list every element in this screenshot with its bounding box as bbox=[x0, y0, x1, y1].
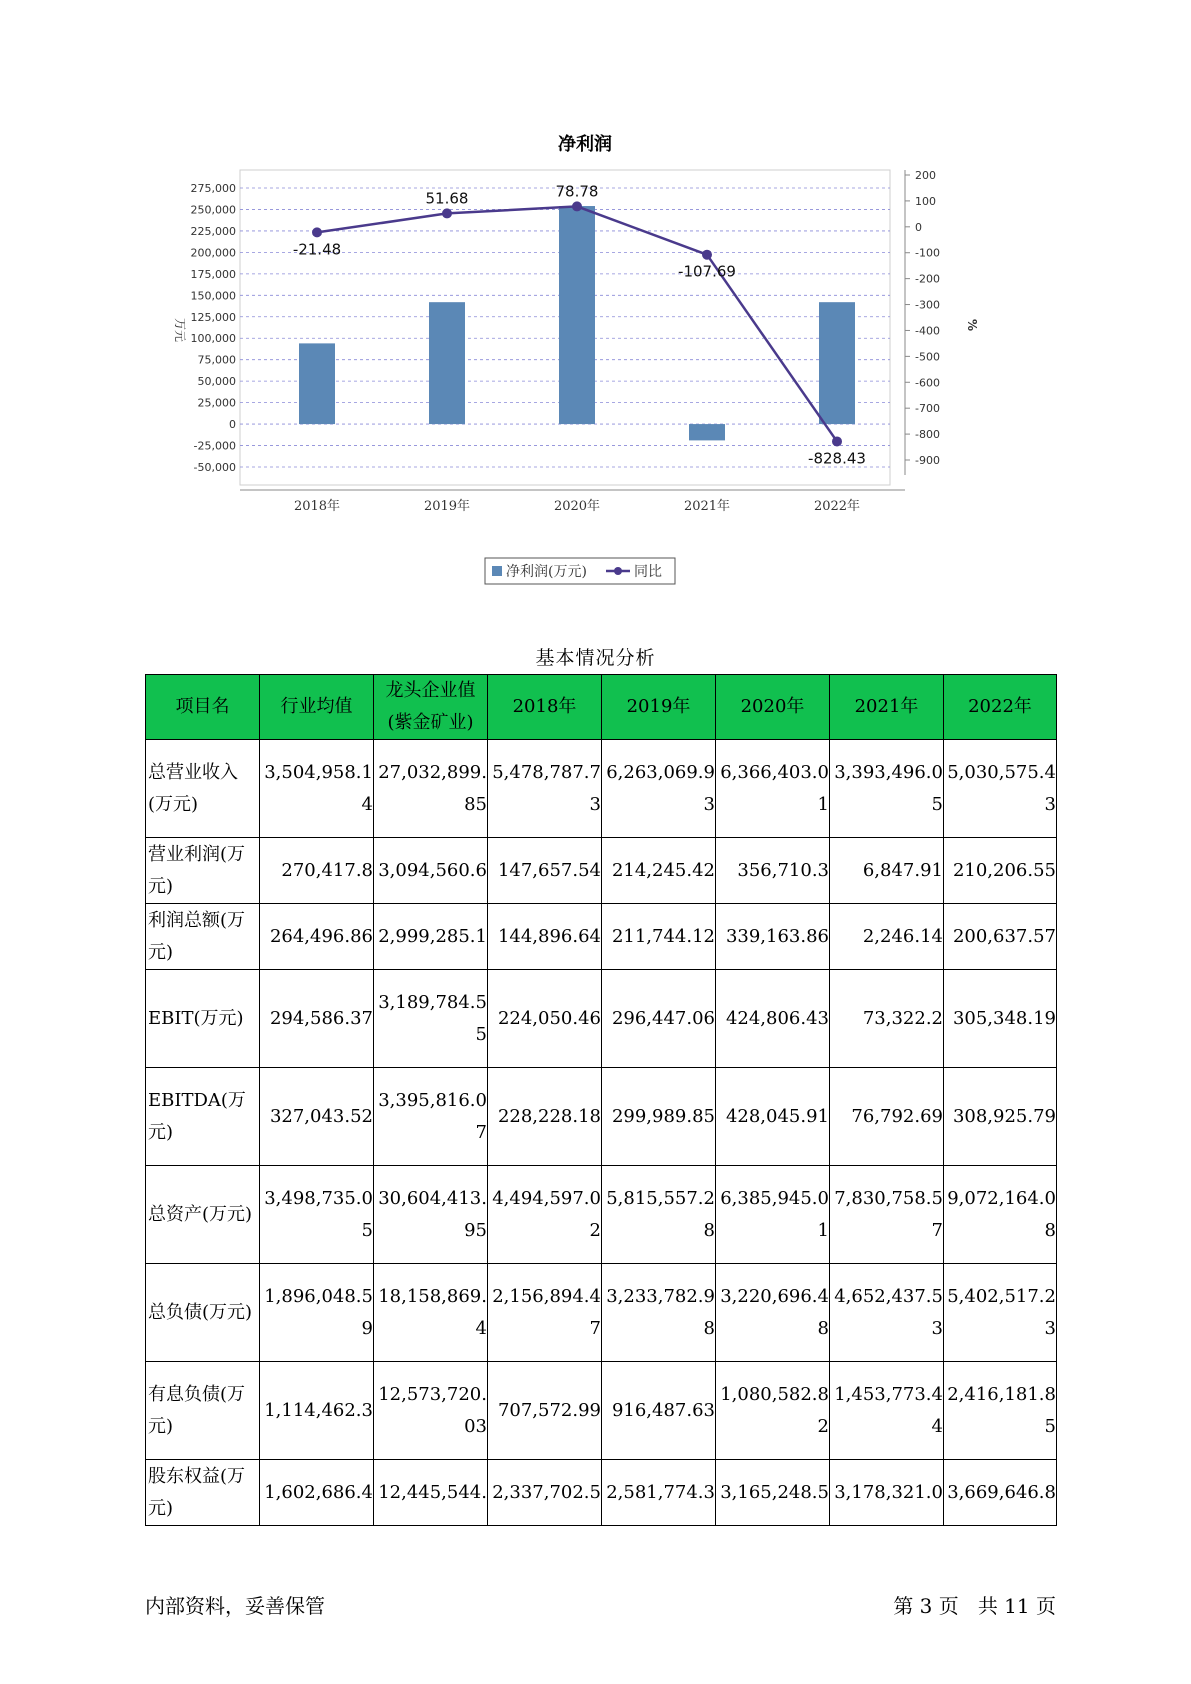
cell-value: 5,815,557.28 bbox=[602, 1166, 716, 1264]
table-row bbox=[146, 838, 1057, 904]
cell-value: 270,417.8 bbox=[260, 838, 374, 904]
row-label: EBITDA(万元) bbox=[146, 1068, 260, 1166]
cell-value: 1,080,582.82 bbox=[716, 1362, 830, 1460]
y2-tick-label: -600 bbox=[915, 376, 940, 390]
row-label: 股东权益(万元) bbox=[146, 1460, 260, 1526]
header-leader-value: 龙头企业值(紫金矿业) bbox=[374, 675, 488, 740]
row-label: 有息负债(万元) bbox=[146, 1362, 260, 1460]
cell-value: 5,030,575.43 bbox=[944, 740, 1057, 838]
table-row bbox=[146, 970, 1057, 1068]
y-tick-label: 100,000 bbox=[190, 332, 236, 346]
y-axis-title: 万元 bbox=[173, 317, 187, 343]
row-label: 利润总额(万元) bbox=[146, 904, 260, 970]
header-2021: 2021年 bbox=[830, 675, 944, 740]
cell-value: 296,447.06 bbox=[602, 970, 716, 1068]
y-tick-label: 50,000 bbox=[197, 375, 236, 389]
cell-value: 305,348.19 bbox=[944, 970, 1057, 1068]
cell-value: 147,657.54 bbox=[488, 838, 602, 904]
cell-value: 428,045.91 bbox=[716, 1068, 830, 1166]
y-tick-label: 25,000 bbox=[197, 396, 236, 410]
cell-value: 3,178,321.0 bbox=[830, 1460, 944, 1526]
y-tick-label: 275,000 bbox=[190, 182, 236, 195]
table-row bbox=[146, 1362, 1057, 1460]
table-row bbox=[146, 1460, 1057, 1526]
row-label: 总营业收入(万元) bbox=[146, 740, 260, 838]
cell-value: 6,385,945.01 bbox=[716, 1166, 830, 1264]
x-tick-label: 2020年 bbox=[553, 499, 601, 514]
y-tick-label: 0 bbox=[229, 418, 236, 432]
cell-value: 356,710.3 bbox=[716, 838, 830, 904]
header-industry-avg: 行业均值 bbox=[260, 675, 374, 740]
y-tick-label: 150,000 bbox=[190, 289, 236, 303]
cell-value: 294,586.37 bbox=[260, 970, 374, 1068]
y2-tick-label: -400 bbox=[915, 324, 940, 338]
cell-value: 2,581,774.3 bbox=[602, 1460, 716, 1526]
table-row bbox=[146, 740, 1057, 838]
cell-value: 3,233,782.98 bbox=[602, 1264, 716, 1362]
cell-value: 3,165,248.5 bbox=[716, 1460, 830, 1526]
cell-value: 200,637.57 bbox=[944, 904, 1057, 970]
chart-title: 净利润 bbox=[558, 134, 612, 155]
cell-value: 144,896.64 bbox=[488, 904, 602, 970]
cell-value: 18,158,869.4 bbox=[374, 1264, 488, 1362]
bar bbox=[429, 302, 465, 424]
cell-value: 3,669,646.8 bbox=[944, 1460, 1057, 1526]
cell-value: 27,032,899.85 bbox=[374, 740, 488, 838]
yoy-data-label: 51.68 bbox=[425, 189, 469, 208]
cell-value: 3,393,496.05 bbox=[830, 740, 944, 838]
y-tick-label: 75,000 bbox=[197, 353, 236, 367]
footer-confidential-note: 内部资料，妥善保管 bbox=[145, 1594, 325, 1618]
y2-tick-label: -800 bbox=[915, 428, 940, 442]
footer-page-number: 第 3 页 共 11 页 bbox=[893, 1594, 1056, 1618]
bar bbox=[559, 206, 595, 424]
legend-line-label: 同比 bbox=[634, 564, 662, 580]
y-tick-label: 200,000 bbox=[190, 246, 236, 260]
cell-value: 5,478,787.73 bbox=[488, 740, 602, 838]
yoy-point bbox=[572, 201, 582, 211]
table-row bbox=[146, 904, 1057, 970]
cell-value: 228,228.18 bbox=[488, 1068, 602, 1166]
yoy-point bbox=[702, 250, 712, 260]
cell-value: 2,337,702.5 bbox=[488, 1460, 602, 1526]
y2-tick-label: -300 bbox=[915, 298, 940, 312]
cell-value: 6,366,403.01 bbox=[716, 740, 830, 838]
legend-bar-swatch bbox=[492, 566, 502, 576]
yoy-data-label: -107.69 bbox=[678, 262, 736, 281]
y2-tick-label: -200 bbox=[915, 272, 940, 286]
x-tick-label: 2021年 bbox=[683, 499, 731, 514]
net-profit-chart bbox=[160, 130, 990, 600]
cell-value: 3,504,958.14 bbox=[260, 740, 374, 838]
cell-value: 1,453,773.44 bbox=[830, 1362, 944, 1460]
cell-value: 5,402,517.23 bbox=[944, 1264, 1057, 1362]
x-tick-label: 2022年 bbox=[813, 499, 861, 514]
cell-value: 2,416,181.85 bbox=[944, 1362, 1057, 1460]
cell-value: 4,494,597.02 bbox=[488, 1166, 602, 1264]
y-tick-label: 125,000 bbox=[190, 310, 236, 324]
cell-value: 264,496.86 bbox=[260, 904, 374, 970]
y-tick-label: 225,000 bbox=[190, 224, 236, 238]
cell-value: 76,792.69 bbox=[830, 1068, 944, 1166]
cell-value: 1,896,048.59 bbox=[260, 1264, 374, 1362]
bar bbox=[689, 424, 725, 440]
cell-value: 4,652,437.53 bbox=[830, 1264, 944, 1362]
header-2018: 2018年 bbox=[488, 675, 602, 740]
chart-canvas bbox=[160, 130, 990, 600]
x-tick-label: 2018年 bbox=[293, 499, 341, 514]
basic-analysis-table bbox=[145, 674, 1057, 1526]
cell-value: 1,114,462.3 bbox=[260, 1362, 374, 1460]
cell-value: 3,189,784.55 bbox=[374, 970, 488, 1068]
legend-line-marker bbox=[614, 567, 622, 575]
cell-value: 73,322.2 bbox=[830, 970, 944, 1068]
yoy-point bbox=[312, 227, 322, 237]
yoy-point bbox=[832, 436, 842, 446]
cell-value: 6,263,069.93 bbox=[602, 740, 716, 838]
table-header-row bbox=[146, 675, 1057, 740]
y-tick-label: 250,000 bbox=[190, 203, 236, 217]
legend-bar-label: 净利润(万元) bbox=[506, 564, 587, 580]
y2-tick-label: -900 bbox=[915, 454, 940, 467]
cell-value: 3,220,696.48 bbox=[716, 1264, 830, 1362]
yoy-data-label: 78.78 bbox=[555, 182, 599, 201]
cell-value: 12,445,544. bbox=[374, 1460, 488, 1526]
header-2020: 2020年 bbox=[716, 675, 830, 740]
y2-tick-label: 0 bbox=[915, 220, 922, 234]
row-label: 总负债(万元) bbox=[146, 1264, 260, 1362]
y2-tick-label: 100 bbox=[915, 194, 936, 208]
y2-tick-label: -500 bbox=[915, 350, 940, 364]
cell-value: 30,604,413.95 bbox=[374, 1166, 488, 1264]
row-label: 营业利润(万元) bbox=[146, 838, 260, 904]
cell-value: 210,206.55 bbox=[944, 838, 1057, 904]
cell-value: 424,806.43 bbox=[716, 970, 830, 1068]
cell-value: 339,163.86 bbox=[716, 904, 830, 970]
cell-value: 224,050.46 bbox=[488, 970, 602, 1068]
cell-value: 308,925.79 bbox=[944, 1068, 1057, 1166]
cell-value: 6,847.91 bbox=[830, 838, 944, 904]
y-tick-label: -25,000 bbox=[193, 439, 236, 453]
cell-value: 2,246.14 bbox=[830, 904, 944, 970]
header-2022: 2022年 bbox=[944, 675, 1057, 740]
y-tick-label: -50,000 bbox=[193, 461, 236, 474]
y2-tick-label: 200 bbox=[915, 169, 936, 182]
cell-value: 2,156,894.47 bbox=[488, 1264, 602, 1362]
table-row bbox=[146, 1166, 1057, 1264]
header-2019: 2019年 bbox=[602, 675, 716, 740]
yoy-point bbox=[442, 208, 452, 218]
cell-value: 1,602,686.4 bbox=[260, 1460, 374, 1526]
header-item-name: 项目名 bbox=[146, 675, 260, 740]
cell-value: 214,245.42 bbox=[602, 838, 716, 904]
table-title: 基本情况分析 bbox=[535, 647, 656, 669]
yoy-data-label: -21.48 bbox=[292, 240, 342, 259]
cell-value: 3,498,735.05 bbox=[260, 1166, 374, 1264]
cell-value: 916,487.63 bbox=[602, 1362, 716, 1460]
cell-value: 327,043.52 bbox=[260, 1068, 374, 1166]
yoy-data-label: -828.43 bbox=[808, 449, 866, 468]
cell-value: 12,573,720.03 bbox=[374, 1362, 488, 1460]
cell-value: 2,999,285.1 bbox=[374, 904, 488, 970]
row-label: 总资产(万元) bbox=[146, 1166, 260, 1264]
cell-value: 707,572.99 bbox=[488, 1362, 602, 1460]
x-tick-label: 2019年 bbox=[423, 499, 471, 514]
cell-value: 3,395,816.07 bbox=[374, 1068, 488, 1166]
bar bbox=[299, 343, 335, 424]
row-label: EBIT(万元) bbox=[146, 970, 260, 1068]
cell-value: 211,744.12 bbox=[602, 904, 716, 970]
table-row bbox=[146, 1264, 1057, 1362]
cell-value: 7,830,758.57 bbox=[830, 1166, 944, 1264]
y2-tick-label: -100 bbox=[915, 246, 940, 260]
y-tick-label: 175,000 bbox=[190, 267, 236, 281]
y2-tick-label: -700 bbox=[915, 402, 940, 416]
cell-value: 299,989.85 bbox=[602, 1068, 716, 1166]
cell-value: 9,072,164.08 bbox=[944, 1166, 1057, 1264]
cell-value: 3,094,560.6 bbox=[374, 838, 488, 904]
bar bbox=[819, 302, 855, 424]
y2-axis-title: % bbox=[965, 318, 979, 332]
table-row bbox=[146, 1068, 1057, 1166]
